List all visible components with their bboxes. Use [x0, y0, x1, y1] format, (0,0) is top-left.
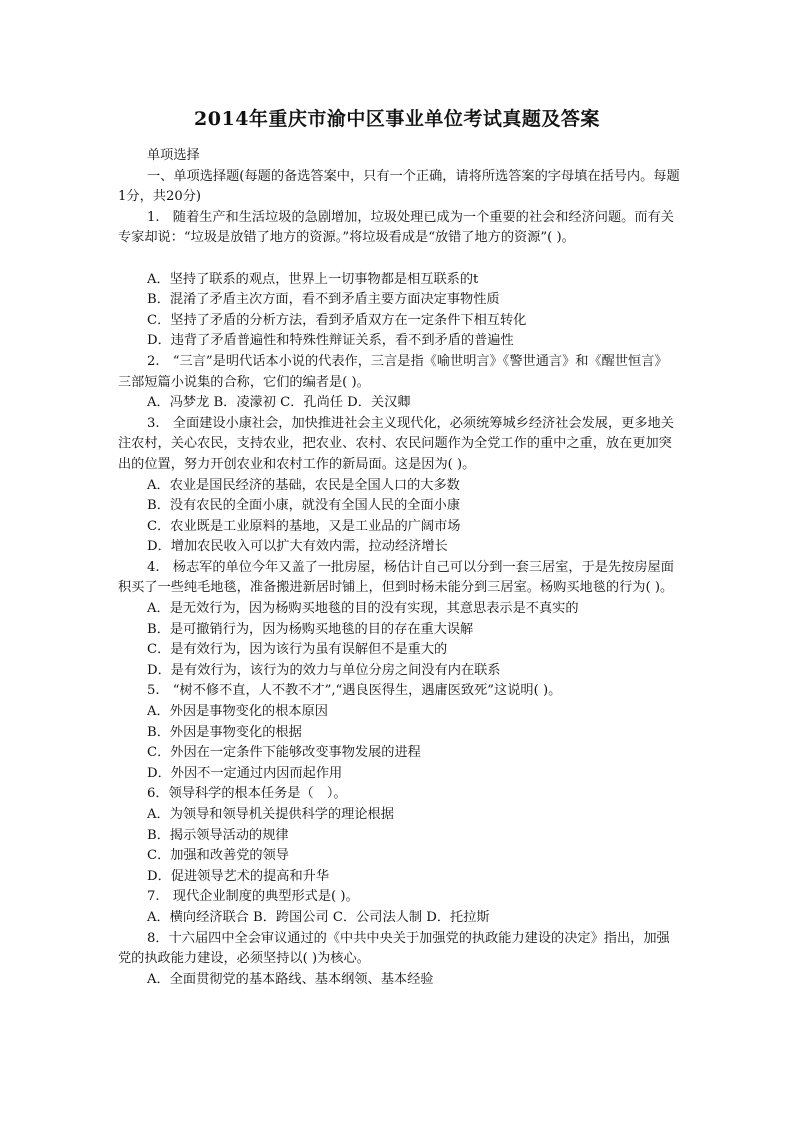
- question-stem: 1. 随着生产和生活垃圾的急剧增加，垃圾处理已成为一个重要的社会和经济问题。而有关专家却说：“垃圾是放错了地方的资源。”将垃圾看成是“放错了地方的资源”( )。: [118, 209, 674, 246]
- question-stem: 3. 全面建设小康社会，加快推进社会主义现代化，必须统筹城乡经济社会发展，更多地关注农村，关心农民，支持农业，把农业、农村、农民问题作为全党工作的重中之重，放在更加突出的位置，努力开创农业和农村工作的新局面。这是因为( )。: [118, 415, 674, 472]
- section-intro: 一、单项选择题(每题的备选答案中，只有一个正确，请将所选答案的字母填在括号内。每题1分，共20分): [118, 168, 680, 205]
- question-stem: 8．十六届四中全会审议通过的《中共中央关于加强党的执政能力建设的决定》指出，加强党的执政能力建设，必须坚持以( )为核心。: [118, 930, 670, 967]
- answer-option: C．加强和改善党的领导: [147, 848, 289, 864]
- answer-option: C．农业既是工业原料的基地，又是工业品的广阔市场: [147, 518, 461, 534]
- answer-option: B．是可撤销行为，因为杨购买地毯的目的存在重大误解: [147, 621, 474, 637]
- answer-option: A．外因是事物变化的根本原因: [147, 704, 328, 720]
- blank-line: [118, 249, 680, 270]
- document-title: 2014年重庆市渝中区事业单位考试真题及答案: [194, 108, 600, 130]
- question-stem: 4. 杨志军的单位今年又盖了一批房屋，杨估计自己可以分到一套三居室，于是先按房屋面积买了一些纯毛地毯，准备搬进新居时铺上，但到时杨未能分到三居室。杨购买地毯的行为( )。: [118, 559, 674, 596]
- question-stem: 5. “树不修不直，人不教不才”,“遇良医得生，遇庸医致死”这说明( )。: [147, 683, 562, 699]
- answer-option: D．促进领导艺术的提高和升华: [147, 868, 330, 884]
- answer-option: D．增加农民收入可以扩大有效内需，拉动经济增长: [147, 539, 448, 555]
- answer-option: C．外因在一定条件下能够改变事物发展的进程: [147, 745, 421, 761]
- answer-option: A．冯梦龙 B．凌濛初 C．孔尚任 D．关汉卿: [147, 395, 411, 411]
- question-stem: 6．领导科学的根本任务是（ ）。: [147, 786, 347, 802]
- answer-option: A．全面贯彻党的基本路线、基本纲领、基本经验: [147, 971, 434, 987]
- answer-option: D．外因不一定通过内因而起作用: [147, 765, 343, 781]
- answer-option: D．是有效行为，该行为的效力与单位分房之间没有内在联系: [147, 662, 501, 678]
- answer-option: A．为领导和领导机关提供科学的理论根据: [147, 807, 394, 822]
- answer-option: B．混淆了矛盾主次方面，看不到矛盾主要方面决定事物性质: [147, 292, 500, 308]
- answer-option: C．坚持了矛盾的分析方法，看到矛盾双方在一定条件下相互转化: [147, 312, 527, 328]
- answer-option: A．是无效行为，因为杨购买地毯的目的没有实现，其意思表示是不真实的: [147, 601, 579, 617]
- answer-option: A．农业是国民经济的基础，农民是全国人口的大多数: [147, 477, 460, 493]
- section-heading: 单项选择: [147, 148, 200, 163]
- answer-option: C．是有效行为，因为该行为虽有误解但不是重大的: [147, 642, 448, 658]
- question-stem: 2. “三言”是明代话本小说的代表作，三言是指《喻世明言》《警世通言》和《醒世恒言》三部短篇小说集的合称，它们的编者是( )。: [118, 353, 668, 390]
- answer-option: B．外因是事物变化的根据: [147, 724, 302, 740]
- answer-option: B．没有农民的全面小康，就没有全国人民的全面小康: [147, 498, 461, 514]
- answer-option: A．坚持了联系的观点，世界上一切事物都是相互联系的t: [147, 271, 479, 287]
- question-stem: 7. 现代企业制度的典型形式是( )。: [147, 889, 359, 905]
- answer-option: A．横向经济联合 B．跨国公司 C．公司法人制 D．托拉斯: [147, 909, 490, 925]
- document-body: [118, 146, 680, 990]
- answer-option: D．违背了矛盾普遍性和特殊性辩证关系，看不到矛盾的普遍性: [147, 333, 514, 349]
- answer-option: B．揭示领导活动的规律: [147, 827, 289, 843]
